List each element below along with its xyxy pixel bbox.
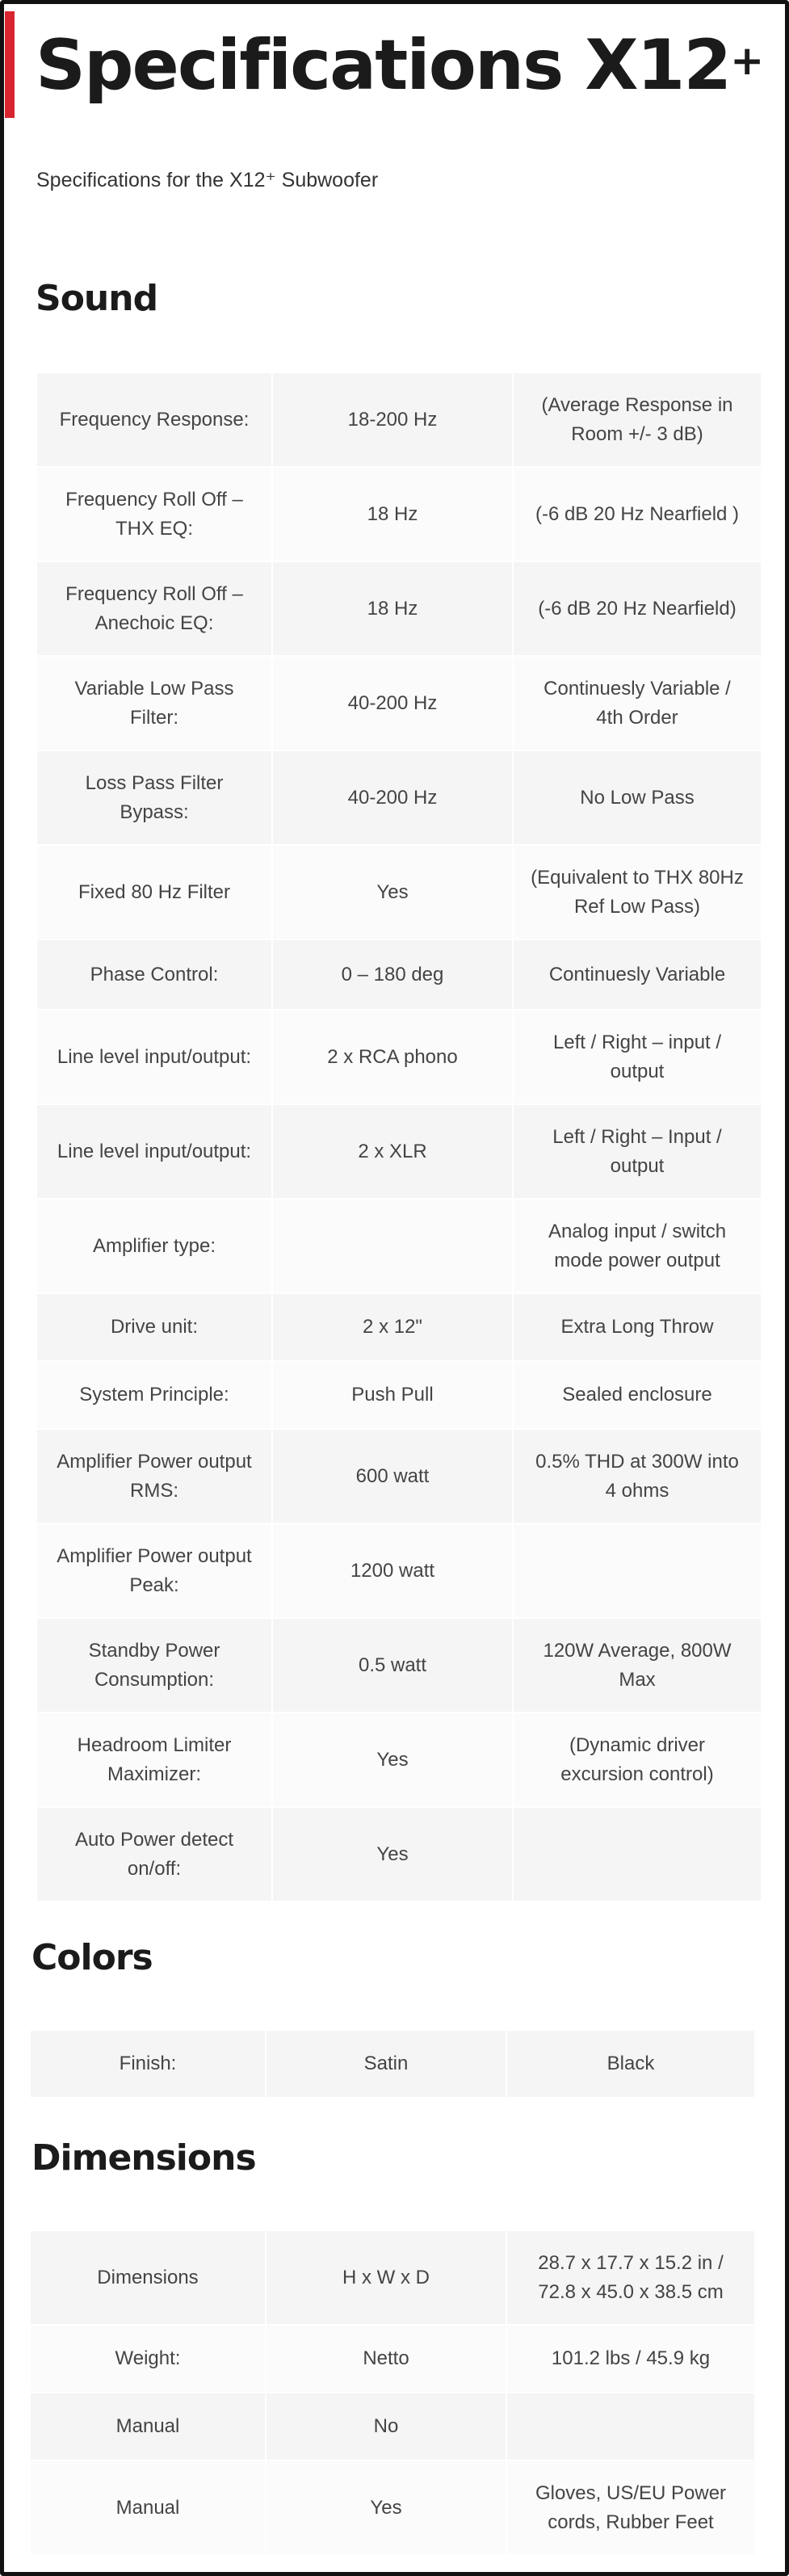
spec-value: Yes bbox=[265, 2461, 507, 2554]
spec-label: Manual bbox=[115, 2415, 180, 2437]
table-row bbox=[37, 1294, 761, 1362]
spec-note: 28.7 x 17.7 x 15.2 in / 72.8 x 45.0 x 38.5 cm bbox=[538, 2251, 724, 2303]
section-heading-dimensions: Dimensions bbox=[31, 2137, 256, 2179]
table-row bbox=[37, 751, 761, 846]
spec-value: 600 watt bbox=[271, 1430, 514, 1523]
spec-note: (Average Response in Room +/- 3 dB) bbox=[541, 393, 733, 445]
spec-value: 18-200 Hz bbox=[271, 373, 514, 466]
spec-label: Amplifier Power output Peak: bbox=[57, 1544, 252, 1596]
spec-value: 0.5 watt bbox=[271, 1619, 514, 1712]
spec-note: Gloves, US/EU Power cords, Rubber Feet bbox=[535, 2481, 727, 2533]
table-row bbox=[37, 1713, 761, 1808]
spec-value: 40-200 Hz bbox=[271, 751, 514, 844]
spec-label: Fixed 80 Hz Filter bbox=[78, 880, 231, 903]
spec-label: Auto Power detect on/off: bbox=[74, 1828, 234, 1880]
spec-value: 2 x RCA phono bbox=[271, 1011, 514, 1103]
spec-label: Manual bbox=[115, 2496, 180, 2519]
accent-bar bbox=[5, 11, 15, 118]
spec-label: Headroom Limiter Maximizer: bbox=[77, 1733, 232, 1785]
table-row bbox=[37, 562, 761, 657]
table-row bbox=[31, 2393, 754, 2461]
spec-note bbox=[514, 1524, 761, 1617]
spec-label: Frequency Roll Off – THX EQ: bbox=[65, 488, 243, 540]
page-title: Specifications X12+ bbox=[36, 25, 763, 106]
spec-label: Dimensions bbox=[97, 2266, 199, 2288]
spec-note: Left / Right – Input / output bbox=[552, 1125, 722, 1177]
table-row bbox=[37, 468, 761, 562]
spec-note: Left / Right – input / output bbox=[552, 1031, 722, 1082]
spec-label: Amplifier Power output RMS: bbox=[57, 1450, 252, 1502]
spec-note: 101.2 lbs / 45.9 kg bbox=[551, 2347, 711, 2369]
section-heading-colors: Colors bbox=[31, 1937, 153, 1978]
spec-label: Amplifier type: bbox=[92, 1234, 216, 1257]
spec-note: Continuesly Variable / 4th Order bbox=[543, 677, 731, 729]
spec-value: 40-200 Hz bbox=[271, 657, 514, 750]
spec-note: Sealed enclosure bbox=[562, 1384, 712, 1406]
spec-value: 18 Hz bbox=[271, 468, 514, 561]
spec-note: 120W Average, 800W Max bbox=[543, 1639, 732, 1691]
spec-note bbox=[514, 1808, 761, 1901]
spec-note: (-6 dB 20 Hz Nearfield) bbox=[538, 597, 737, 620]
table-row bbox=[37, 1011, 761, 1105]
spec-value bbox=[271, 1200, 514, 1292]
spec-value: 18 Hz bbox=[271, 562, 514, 655]
spec-label: Line level input/output: bbox=[57, 1140, 252, 1162]
spec-value: H x W x D bbox=[265, 2231, 507, 2324]
table-row bbox=[37, 1430, 761, 1524]
spec-value: Satin bbox=[265, 2031, 507, 2097]
table-row bbox=[31, 2326, 754, 2393]
page-subtitle: Specifications for the X12⁺ Subwoofer bbox=[36, 169, 379, 191]
spec-table-dimensions bbox=[31, 2231, 754, 2556]
spec-value: Yes bbox=[271, 1808, 514, 1901]
spec-note: (Dynamic driver excursion control) bbox=[560, 1733, 714, 1785]
spec-note: Analog input / switch mode power output bbox=[548, 1220, 727, 1271]
spec-value: Netto bbox=[265, 2326, 507, 2392]
spec-note: 0.5% THD at 300W into 4 ohms bbox=[535, 1450, 739, 1502]
spec-note: No Low Pass bbox=[580, 786, 695, 809]
spec-value: 2 x 12" bbox=[271, 1294, 514, 1360]
table-row bbox=[37, 1362, 761, 1430]
table-row bbox=[31, 2031, 754, 2099]
spec-label: Drive unit: bbox=[110, 1316, 199, 1338]
spec-value: 2 x XLR bbox=[271, 1105, 514, 1198]
spec-value: 1200 watt bbox=[271, 1524, 514, 1617]
spec-table-colors bbox=[31, 2031, 754, 2099]
spec-label: Frequency Roll Off – Anechoic EQ: bbox=[65, 582, 243, 634]
spec-label: Line level input/output: bbox=[57, 1045, 252, 1068]
spec-value: Yes bbox=[271, 846, 514, 939]
table-row bbox=[31, 2231, 754, 2326]
spec-label: System Principle: bbox=[79, 1384, 229, 1406]
table-row bbox=[37, 373, 761, 468]
spec-label: Weight: bbox=[115, 2347, 181, 2369]
spec-label: Frequency Response: bbox=[59, 408, 250, 431]
spec-label: Loss Pass Filter Bypass: bbox=[85, 771, 224, 823]
spec-note: (Equivalent to THX 80Hz Ref Low Pass) bbox=[531, 866, 744, 918]
table-row bbox=[37, 1200, 761, 1294]
spec-value: Yes bbox=[271, 1713, 514, 1806]
spec-label: Finish: bbox=[119, 2053, 177, 2074]
spec-note bbox=[507, 2393, 754, 2460]
title-superscript: + bbox=[730, 37, 763, 84]
spec-value: Push Pull bbox=[271, 1362, 514, 1428]
spec-note: Continuesly Variable bbox=[548, 963, 726, 985]
spec-note: Extra Long Throw bbox=[560, 1316, 714, 1338]
table-row bbox=[37, 1619, 761, 1713]
spec-note: Black bbox=[606, 2053, 655, 2074]
table-row bbox=[37, 1105, 761, 1200]
spec-label: Standby Power Consumption: bbox=[88, 1639, 220, 1691]
spec-table-sound bbox=[37, 373, 761, 1902]
section-heading-sound: Sound bbox=[36, 278, 158, 319]
table-row bbox=[37, 1808, 761, 1902]
table-row bbox=[37, 940, 761, 1011]
table-row bbox=[31, 2461, 754, 2556]
spec-value: No bbox=[265, 2393, 507, 2460]
spec-value: 0 – 180 deg bbox=[271, 940, 514, 1009]
spec-label: Variable Low Pass Filter: bbox=[74, 677, 234, 729]
table-row bbox=[37, 1524, 761, 1619]
table-row bbox=[37, 657, 761, 751]
table-row bbox=[37, 846, 761, 940]
spec-label: Phase Control: bbox=[90, 963, 219, 985]
spec-note: (-6 dB 20 Hz Nearfield ) bbox=[535, 502, 740, 525]
